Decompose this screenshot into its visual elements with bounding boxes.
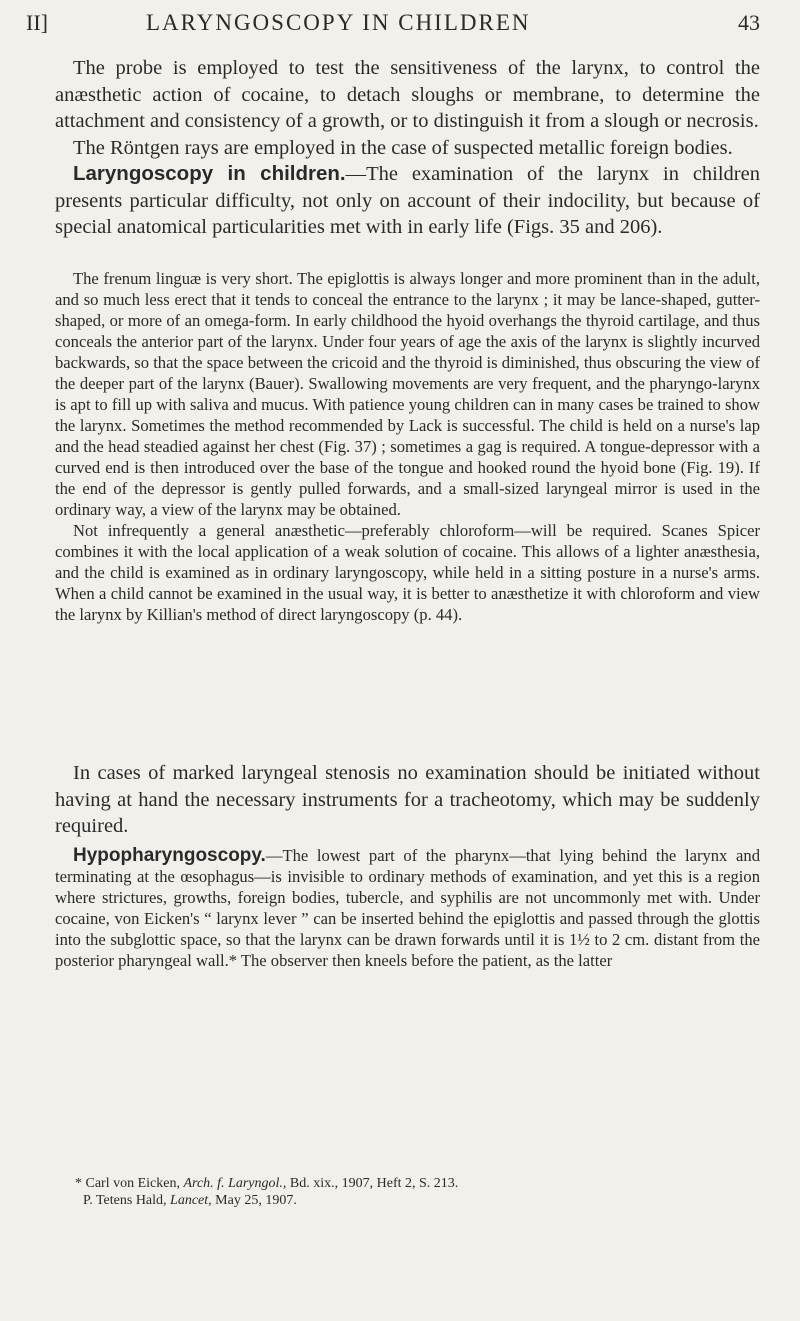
footnote-author-1: * Carl von Eicken, xyxy=(75,1176,184,1191)
paragraph-probe: The probe is employed to test the sensitiveness of the larynx, to control the anæsthetic action of cocaine, to detach sloughs or membrane, to determine the attachment and consistency of a growth, or to distinguish it from a slough or necrosis. xyxy=(55,57,760,132)
paragraph-hypopharyngoscopy xyxy=(55,845,760,971)
running-header xyxy=(26,10,760,44)
footnote-ref-1: , Bd. xix., 1907, Heft 2, S. 213. xyxy=(282,1176,459,1191)
paragraph-stenosis: In cases of marked laryngeal stenosis no examination should be initiated without having at hand the necessary instruments for a tracheotomy, which may be suddenly required. xyxy=(55,762,760,837)
footnote-author-2: P. Tetens Hald, xyxy=(83,1193,171,1208)
footnote-journal-1: Arch. f. Laryngol. xyxy=(183,1176,283,1191)
paragraph-rontgen: The Röntgen rays are employed in the case of suspected metallic foreign bodies. xyxy=(73,136,733,159)
section-heading-hypopharyngoscopy: Hypopharyngoscopy. xyxy=(73,845,266,866)
paragraph-anaesthetic: Not infrequently a general anæsthetic—preferably chloroform—will be required. Scanes Spicer combines it with the local application of a weak solution of cocaine. This allows of a lighter anæsthesia, and the child is examined as in ordinary laryngoscopy, while held in a sitting posture in a nurse's arms. When a child cannot be examined in the usual way, it is better to anæsthetize it with chloroform and view the larynx by Killian's method of direct laryngoscopy (p. 44). xyxy=(55,521,760,624)
paragraph-children xyxy=(55,161,760,241)
paragraph-anatomy: The frenum linguæ is very short. The epiglottis is always longer and more prominent than in the adult, and so much less erect that it tends to conceal the entrance to the larynx ; it may be lance-shaped, gutter-shaped, or more of an omega-form. In early childhood the hyoid overhangs the thyroid cartilage, and thus conceals the anterior part of the larynx. Under four years of age the axis of the larynx is slightly incurved backwards, so that the space between the cricoid and the thyroid is diminished, thus obscuring the view of the deeper part of the larynx (Bauer). Swallowing movements are very frequent, and the pharyngo-larynx is apt to fill up with saliva and mucus. With patience young children can in many cases be trained to show the larynx. Sometimes the method recommended by Lack is successful. The child is held on a nurse's lap and the head steadied against her chest (Fig. 37) ; sometimes a gag is required. A tongue-depressor with a curved end is then introduced over the base of the tongue and hooked round the hyoid bone (Fig. 19). If the end of the depressor is gently pulled forwards, and a small-sized laryngeal mirror is used in the ordinary way, a view of the larynx may be obtained. xyxy=(55,269,760,519)
footnote-line-2 xyxy=(55,1192,760,1209)
hypopharyngoscopy-block xyxy=(55,845,760,971)
page-number: 43 xyxy=(738,10,760,35)
paragraph-children-text: —The examination of the larynx in children presents particular difficulty, not only on account of their indocility, but because of special anatomical particularities met with in early life (Figs. 35 and 206). xyxy=(55,163,760,238)
footnote-line-1 xyxy=(55,1175,760,1192)
chapter-number: II] xyxy=(26,10,48,35)
paragraph-hypopharyngoscopy-text: —The lowest part of the pharynx—that lying behind the larynx and terminating at the œsophagus—is invisible to ordinary methods of examination, and yet this is a region where strictures, growths, foreign bodies, tubercle, and syphilis are not uncommonly met with. Under cocaine, von Eicken's “ larynx lever ” can be inserted behind the epiglottis and passed through the glottis into the subglottic space, so that the larynx can be drawn forwards until it is 1½ to 2 cm. distant from the posterior pharyngeal wall.* The observer then kneels before the patient, as the latter xyxy=(55,846,760,970)
large-text-block-1 xyxy=(55,55,760,241)
footnote-ref-2: , May 25, 1907. xyxy=(208,1193,297,1208)
footnote-journal-2: Lancet xyxy=(170,1193,209,1208)
large-text-block-2 xyxy=(55,760,760,840)
section-heading-children: Laryngoscopy in children. xyxy=(73,162,346,185)
running-title: LARYNGOSCOPY IN CHILDREN xyxy=(146,10,531,35)
small-text-block xyxy=(55,268,760,625)
footnote xyxy=(55,1175,760,1209)
